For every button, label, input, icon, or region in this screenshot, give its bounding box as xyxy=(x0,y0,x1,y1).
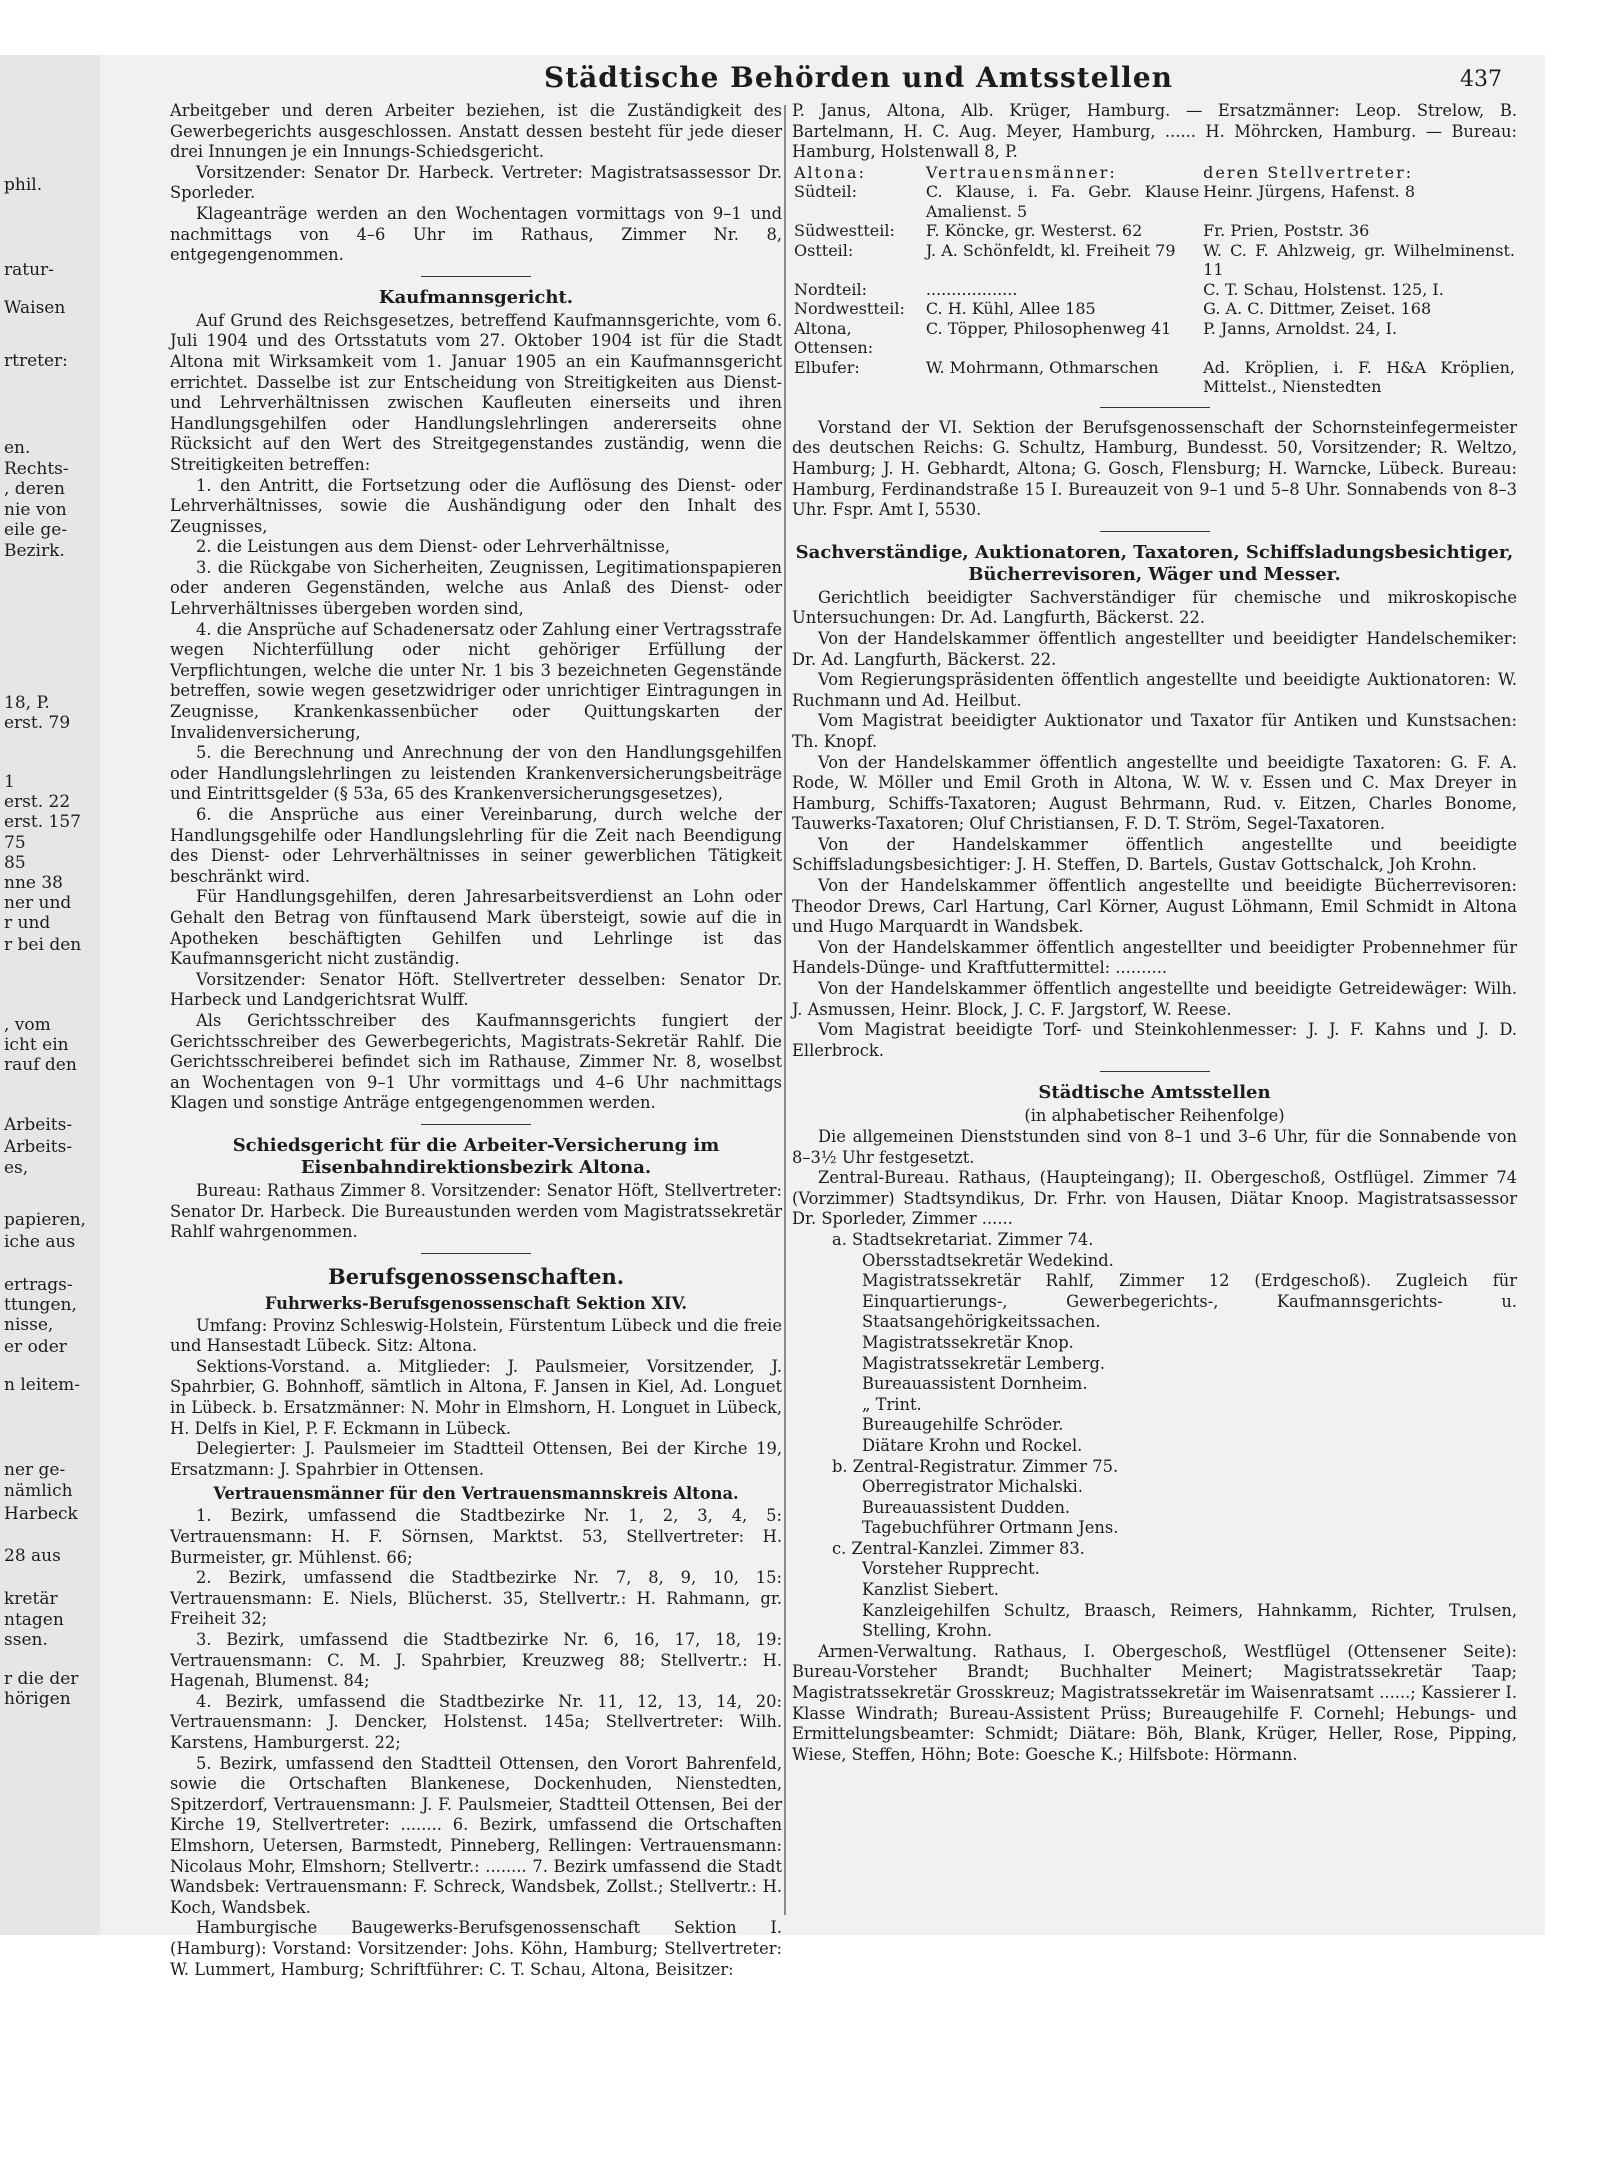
bleed-fragment: ner ge- xyxy=(4,1460,66,1480)
amtsstellen-subtitle: (in alphabetischer Reihenfolge) xyxy=(1024,1106,1285,1126)
list-item: „ Trint. xyxy=(862,1394,922,1414)
representatives-table xyxy=(792,163,1517,397)
bleed-fragment: Arbeits- xyxy=(4,1137,73,1157)
bleed-fragment: 85 xyxy=(4,853,26,873)
list-item: 3. Bezirk, umfassend die Stadtbezirke Nr. 6, 16, 17, 18, 19: Vertrauensmann: C. M. J. Spahrbier, Kreuzweg 88; Stellvertr.: H. Hagenah, Blumenst. 84; xyxy=(170,1630,782,1691)
amtsstellen-hours: Die allgemeinen Dienststunden sind von 8–1 und 3–6 Uhr, für die Sonnabende von 8–3½ Uhr festgesetzt. xyxy=(792,1127,1517,1167)
table-cell: Altona, Ottensen: xyxy=(794,318,874,358)
sachverstaendige-paragraph: Vom Magistrat beeidigte Torf- und Steinkohlenmesser: J. J. F. Kahns und J. D. Ellerbrock. xyxy=(792,1020,1517,1060)
list-item: 5. die Berechnung und Anrechnung der von den Handlungsgehilfen oder Handlungslehrlingen zu leistenden Krankenversicherungsbeiträge und Eintrittsgelder (§ 53a, 65 des Krankenversicherungsgesetzes), xyxy=(170,743,782,804)
section-rule xyxy=(1100,531,1210,532)
stadtsekretariat-list xyxy=(792,1251,1517,1457)
bleed-fragment: erst. 79 xyxy=(4,713,71,733)
vertrauensmaenner-list xyxy=(170,1506,782,1918)
bleed-fragment: Bezirk. xyxy=(4,541,65,561)
table-cell: Heinr. Jürgens, Hafenst. 8 xyxy=(1203,182,1416,202)
bleed-fragment: n leitem- xyxy=(4,1375,81,1395)
bleed-fragment: ner und xyxy=(4,893,72,913)
kanzlei-list xyxy=(792,1559,1517,1641)
table-cell: J. A. Schönfeldt, kl. Freiheit 79 xyxy=(925,240,1176,260)
table-cell: .................. xyxy=(925,279,1018,299)
bleed-fragment: es, xyxy=(4,1158,29,1178)
bleed-fragment: ratur- xyxy=(4,260,54,280)
bleed-fragment: r und xyxy=(4,913,51,933)
table-header-cell: Altona: xyxy=(794,162,866,182)
list-item: Tagebuchführer Ortmann Jens. xyxy=(862,1518,1119,1538)
section-rule xyxy=(1100,1071,1210,1072)
bleed-fragment: r bei den xyxy=(4,935,82,955)
table-cell: G. A. C. Dittmer, Zeiset. 168 xyxy=(1203,299,1432,319)
table-cell: Südteil: xyxy=(794,182,858,202)
table-header-cell: deren Stellvertreter: xyxy=(1203,162,1414,182)
bleed-fragment: Arbeits- xyxy=(4,1115,73,1135)
armenverwaltung-paragraph: Armen-Verwaltung. Rathaus, I. Obergeschoß, Westflügel (Ottensener Seite): Bureau-Vorsteher Brandt; Buchhalter Meinert; Magistratssekretär Taap; Magistratssekretär Grosskreuz; Magistratssekretär im Waisenratsamt ......; Kassierer I. Klasse Windrath; Bureau-Assistent Prüss; Bureaugehilfe F. Cornehl; Hebungs- und Ermittelungsbeamter: Schmidt; Diätare: Böh, Blank, Krüger, Heller, Rose, Pipping, Wiese, Steffen, Höhn; Bote: Goesche K.; Hilfsbote: Hörmann. xyxy=(792,1641,1517,1764)
table-cell: C. Klause, i. Fa. Gebr. Klause Amalienst. 5 xyxy=(925,182,1200,221)
list-item: Vorsteher Rupprecht. xyxy=(862,1559,1040,1579)
list-item: Magistratssekretär Rahlf, Zimmer 12 (Erdgeschoß). Zugleich für Einquartierungs-, Gewerbegerichts-, Kaufmannsgerichts- u. Staatsangehörigkeitssachen. xyxy=(862,1271,1517,1332)
table-cell: C. Töpper, Philosophenweg 41 xyxy=(925,318,1172,338)
fuhrwerks-paragraph: Delegierter: J. Paulsmeier im Stadtteil Ottensen, Bei der Kirche 19, Ersatzmann: J. Spahrbier in Ottensen. xyxy=(170,1439,782,1479)
table-header-cell: Vertrauensmänner: xyxy=(925,162,1117,182)
schornsteinfeger-paragraph: Vorstand der VI. Sektion der Berufsgenossenschaft der Schornsteinfegermeister des deutschen Reichs: G. Schultz, Hamburg, Bundesst. 50, Vorsitzender; R. Weltzo, Hamburg; J. H. Gebhardt, Altona; G. Gosch, Flensburg; H. Warncke, Lübeck. Bureau: Hamburg, Ferdinandstraße 15 I. Bureauzeit von 9–1 und 5–8 Uhr. Sonnabends von 8–3 Uhr. Fspr. Amt I, 5530. xyxy=(792,417,1517,520)
kaufmannsgericht-heading: Kaufmannsgericht. xyxy=(378,286,574,308)
table-row xyxy=(792,358,1517,397)
list-item: Bureauassistent Dornheim. xyxy=(862,1374,1088,1394)
table-row xyxy=(792,221,1517,241)
table-cell: Elbufer: xyxy=(794,357,860,377)
bleed-fragment: er oder xyxy=(4,1337,67,1357)
bleed-fragment: ssen. xyxy=(4,1630,48,1650)
baugewerks-paragraph: Hamburgische Baugewerks-Berufsgenossenschaft Sektion I. (Hamburg): Vorstand: Vorsitzender: Johs. Köhn, Hamburg; Stellvertreter: W. Lummert, Hamburg; Schriftführer: C. T. Schau, Altona, Beisitzer: xyxy=(170,1918,782,1979)
table-cell: C. H. Kühl, Allee 185 xyxy=(925,299,1096,319)
bleed-fragment: en. xyxy=(4,438,31,458)
bleed-fragment: phil. xyxy=(4,175,43,195)
list-item: Diätare Krohn und Rockel. xyxy=(862,1435,1083,1455)
table-cell: Ad. Kröplien, i. F. H&A Kröplien, Mittelst., Nienstedten xyxy=(1203,357,1515,397)
bleed-fragment: kretär xyxy=(4,1589,58,1609)
bleed-fragment: eile ge- xyxy=(4,520,68,540)
table-row xyxy=(792,299,1517,319)
table-cell: P. Janns, Arnoldst. 24, I. xyxy=(1203,318,1398,338)
page-number: 437 xyxy=(1460,67,1502,92)
list-item: 3. die Rückgabe von Sicherheiten, Zeugnissen, Legitimationspapieren oder anderen Gegenständen, welche aus Anlaß des Dienst- oder Lehrverhältnisses übergeben worden sind, xyxy=(170,557,782,619)
sachverstaendige-paragraph: Von der Handelskammer öffentlich angestellter und beeidigter Handelschemiker: Dr. Ad. Langfurth, Bäckerst. 22. xyxy=(792,628,1517,669)
adjacent-page-edge xyxy=(0,55,102,1935)
bleed-fragment: papieren, xyxy=(4,1210,86,1230)
page-title: Städtische Behörden und Amtsstellen xyxy=(544,61,1173,94)
table-cell: Nordteil: xyxy=(794,279,868,299)
bleed-fragment: icht ein xyxy=(4,1035,69,1055)
table-row xyxy=(792,241,1517,280)
kaufmannsgericht-paragraph: Auf Grund des Reichsgesetzes, betreffend Kaufmannsgerichte, vom 6. Juli 1904 und des Ortsstatuts vom 27. Oktober 1904 ist für die Stadt Altona mit Wirksamkeit vom 1. Januar 1905 an ein Kaufmannsgericht errichtet. Dasselbe ist zur Entscheidung von Streitigkeiten aus Dienst- und Lehrverhältnissen zwischen Kaufleuten einerseits und ihren Handlungsgehilfen oder Handlungslehrlingen andererseits ohne Rücksicht auf den Wert des Streitgegenstandes zuständig, wenn die Streitigkeiten betreffen: xyxy=(170,310,782,474)
page-header xyxy=(104,61,1544,97)
amtsstellen-heading: Städtische Amtsstellen xyxy=(1038,1082,1271,1104)
sachverstaendige-paragraph: Vom Magistrat beeidigter Auktionator und Taxator für Antiken und Kunstsachen: Th. Knopf. xyxy=(792,711,1517,751)
list-item: Kanzlist Siebert. xyxy=(862,1580,999,1600)
table-row xyxy=(792,182,1517,221)
bleed-fragment: 75 xyxy=(4,833,26,853)
stadtsekretariat-heading: a. Stadtsekretariat. Zimmer 74. xyxy=(832,1229,1094,1249)
sachverstaendige-paragraph: Gerichtlich beeidigter Sachverständiger für chemische und mikroskopische Untersuchungen: Dr. Ad. Langfurth, Bäckerst. 22. xyxy=(792,587,1517,628)
bleed-fragment: 1 xyxy=(4,772,15,792)
bleed-fragment: r die der xyxy=(4,1669,79,1689)
section-rule xyxy=(421,1253,531,1254)
sachverstaendige-paragraph: Von der Handelskammer öffentlich angestellte und beeidigte Bücherrevisoren: Theodor Drews, Carl Hartung, Carl Körner, August Löhmann, Emil Schmidt in Altona und Hugo Marquardt in Wandsbek. xyxy=(792,876,1517,937)
list-item: 2. Bezirk, umfassend die Stadtbezirke Nr. 7, 8, 9, 10, 15: Vertrauensmann: E. Niels, Blücherst. 35, Stellvertr.: H. Rahmann, gr. Freiheit 32; xyxy=(170,1568,782,1629)
section-rule xyxy=(421,276,531,277)
sachverstaendige-paragraph: Von der Handelskammer öffentlich angestellte und beeidigte Getreidewäger: Wilh. J. Asmussen, Heinr. Block, J. C. F. Jargstorf, W. Reese. xyxy=(792,979,1517,1019)
section-rule xyxy=(1100,407,1210,408)
fuhrwerks-paragraph: Umfang: Provinz Schleswig-Holstein, Fürstentum Lübeck und die freie und Hansestadt Lübeck. Sitz: Altona. xyxy=(170,1315,782,1356)
table-cell: Fr. Prien, Poststr. 36 xyxy=(1203,221,1370,241)
bleed-fragment: ntagen xyxy=(4,1610,64,1630)
table-cell: Nordwestteil: xyxy=(794,299,905,319)
berufsgenossenschaften-heading: Berufsgenossenschaften. xyxy=(327,1263,625,1289)
table-cell: F. Köncke, gr. Westerst. 62 xyxy=(925,221,1143,241)
column-divider xyxy=(784,105,786,1915)
right-column xyxy=(792,101,1517,1765)
document-page xyxy=(104,55,1544,1979)
bleed-fragment: nisse, xyxy=(4,1315,54,1335)
sachverstaendige-paragraph: Von der Handelskammer öffentlich angestellte und beeidigte Taxatoren: G. F. A. Rode, W. Möller und Emil Groth in Altona, W. W. v. Essen und C. Max Dreyer in Hamburg, Schiffs-Taxatoren; August Behrmann, Rud. v. Eitzen, Charles Bonome, Tauwerks-Taxatoren; Oluf Christiansen, F. D. T. Ström, Segel-Taxatoren. xyxy=(792,752,1517,834)
bleed-fragment: nämlich xyxy=(4,1481,73,1501)
sachverstaendige-paragraph: Von der Handelskammer öffentlich angestellter und beeidigter Probennehmer für Handels-Dünge- und Kraftfuttermittel: .......... xyxy=(792,937,1517,978)
kanzlei-heading: c. Zentral-Kanzlei. Zimmer 83. xyxy=(832,1538,1085,1558)
bleed-fragment: rauf den xyxy=(4,1055,77,1075)
kaufmannsgericht-paragraph: Als Gerichtsschreiber des Kaufmannsgerichts fungiert der Gerichtsschreiber des Gewerbegerichts, Magistrats-Sekretär Rahlf. Die Gerichtsschreiberei befindet sich im Rathause, Zimmer Nr. 8, woselbst an Wochentagen von 9–1 Uhr vormittags und 4–6 Uhr nachmittags Klagen und sonstige Anträge entgegengenommen werden. xyxy=(170,1010,782,1113)
list-item: 4. Bezirk, umfassend die Stadtbezirke Nr. 11, 12, 13, 14, 20: Vertrauensmann: J. Dencker, Holstenst. 145a; Stellvertreter: Wilh. Karstens, Hamburgerst. 22; xyxy=(170,1691,782,1752)
schiedsgericht-heading: Schiedsgericht für die Arbeiter-Versicherung im Eisenbahndirektionsbezirk Altona. xyxy=(232,1134,720,1178)
list-item: 1. den Antritt, die Fortsetzung oder die Auflösung des Dienst- oder Lehrverhältnisses, sowie die Aushändigung oder den Inhalt des Zeugnisses, xyxy=(170,475,782,536)
table-cell: Südwestteil: xyxy=(794,221,895,241)
intro-paragraph: Arbeitgeber und deren Arbeiter beziehen, ist die Zuständigkeit des Gewerbegerichts ausgeschlossen. Anstatt dessen besteht für jede dieser drei Innungen je ein Innungs-Schiedsgericht. xyxy=(170,101,782,162)
table-cell: W. Mohrmann, Othmarschen xyxy=(925,357,1159,377)
continued-paragraph: P. Janus, Altona, Alb. Krüger, Hamburg. — Ersatzmänner: Leop. Strelow, B. Bartelmann, H. C. Aug. Meyer, Hamburg, ...... H. Möhrcken, Hamburg. — Bureau: Hamburg, Holstenwall 8, P. xyxy=(792,101,1517,162)
kaufmannsgericht-paragraph: Für Handlungsgehilfen, deren Jahresarbeitsverdienst an Lohn oder Gehalt den Betrag von fünftausend Mark übersteigt, sowie auf die in Apotheken beschäftigten Gehilfen und Lehrlinge ist das Kaufmannsgericht nicht zuständig. xyxy=(170,887,782,969)
list-item: Obersstadtsekretär Wedekind. xyxy=(862,1250,1114,1270)
schiedsgericht-paragraph: Bureau: Rathaus Zimmer 8. Vorsitzender: Senator Höft, Stellvertreter: Senator Dr. Harbeck. Die Bureaustunden werden vom Magistratssekretär Rahlf wahrgenommen. xyxy=(170,1180,782,1242)
bleed-fragment: erst. 157 xyxy=(4,812,81,832)
table-cell: W. C. F. Ahlzweig, gr. Wilhelminenst. 11 xyxy=(1203,240,1515,280)
sachverstaendige-paragraph: Vom Regierungspräsidenten öffentlich angestellte und beeidigte Auktionatoren: W. Ruchmann und Ad. Heilbut. xyxy=(792,670,1517,710)
list-item: Bureaugehilfe Schröder. xyxy=(862,1415,1064,1435)
left-column xyxy=(170,101,782,1980)
kaufmannsgericht-list xyxy=(170,476,782,888)
registratur-heading: b. Zentral-Registratur. Zimmer 75. xyxy=(832,1456,1119,1476)
bleed-fragment: Harbeck xyxy=(4,1504,78,1524)
bleed-fragment: , deren xyxy=(4,479,65,499)
bleed-fragment: , vom xyxy=(4,1015,51,1035)
bleed-fragment: ttungen, xyxy=(4,1295,77,1315)
bleed-fragment: rtreter: xyxy=(4,351,68,371)
bleed-fragment: nie von xyxy=(4,500,67,520)
section-rule xyxy=(421,1124,531,1125)
sachverstaendige-heading: Sachverständige, Auktionatoren, Taxatoren, Schiffsladungsbesichtiger, Bücherrevisoren, Wäger und Messer. xyxy=(795,541,1514,585)
registratur-list xyxy=(792,1477,1517,1539)
bleed-fragment: Rechts- xyxy=(4,459,69,479)
fuhrwerks-subheading: Fuhrwerks-Berufsgenossenschaft Sektion XIV. xyxy=(264,1293,688,1313)
list-item: Magistratssekretär Knop. xyxy=(862,1332,1074,1352)
table-row xyxy=(792,319,1517,358)
table-row xyxy=(792,280,1517,300)
list-item: 1. Bezirk, umfassend die Stadtbezirke Nr. 1, 2, 3, 4, 5: Vertrauensmann: H. F. Sörnsen, Marktst. 53, Stellvertreter: H. Burmeister, gr. Mühlenst. 66; xyxy=(170,1506,782,1567)
intro-chair: Vorsitzender: Senator Dr. Harbeck. Vertreter: Magistratsassessor Dr. Sporleder. xyxy=(170,162,782,203)
bleed-fragment: iche aus xyxy=(4,1232,76,1252)
list-item: Bureauassistent Dudden. xyxy=(862,1497,1071,1517)
bleed-fragment: nne 38 xyxy=(4,873,63,893)
sachverstaendige-paragraph: Von der Handelskammer öffentlich angestellte und beeidigte Schiffsladungsbesichtiger: J. H. Steffen, D. Bartels, Gustav Gottschalck, Joh Krohn. xyxy=(792,834,1517,875)
bleed-fragment: Waisen xyxy=(4,298,66,318)
bleed-fragment: 28 aus xyxy=(4,1546,61,1566)
table-cell: Ostteil: xyxy=(794,240,854,260)
bleed-fragment: hörigen xyxy=(4,1689,71,1709)
list-item: Kanzleigehilfen Schultz, Braasch, Reimers, Hahnkamm, Richter, Trulsen, Stelling, Krohn. xyxy=(862,1600,1517,1641)
intro-hours: Klageanträge werden an den Wochentagen vormittags von 9–1 und nachmittags von 4–6 Uhr im Rathaus, Zimmer Nr. 8, entgegengenommen. xyxy=(170,203,782,265)
table-cell: C. T. Schau, Holstenst. 125, I. xyxy=(1203,279,1444,299)
list-item: 4. die Ansprüche auf Schadenersatz oder Zahlung einer Vertragsstrafe wegen Nichterfüllung oder nicht gehöriger Erfüllung der Verpflichtungen, welche die unter Nr. 1 bis 3 bezeichneten Gegenstände betreffen, sowie wegen gesetzwidriger oder unrichtiger Eintragungen in Zeugnisse, Krankenkassenbücher oder Quittungskarten der Invalidenversicherung, xyxy=(170,619,782,742)
kaufmannsgericht-paragraph: Vorsitzender: Senator Höft. Stellvertreter desselben: Senator Dr. Harbeck und Landgerichtsrat Wulff. xyxy=(170,969,782,1010)
fuhrwerks-paragraph: Sektions-Vorstand. a. Mitglieder: J. Paulsmeier, Vorsitzender, J. Spahrbier, G. Bohnhoff, sämtlich in Altona, F. Jansen in Kiel, Ad. Longuet in Lübeck. b. Ersatzmänner: N. Mohr in Elmshorn, H. Longuet in Lübeck, H. Delfs in Kiel, P. F. Eckmann in Lübeck. xyxy=(170,1356,782,1438)
bleed-fragment: erst. 22 xyxy=(4,792,71,812)
bleed-fragment: 18, P. xyxy=(4,693,50,713)
zentral-bureau-paragraph: Zentral-Bureau. Rathaus, (Haupteingang); II. Obergeschoß, Ostflügel. Zimmer 74 (Vorzimmer) Stadtsyndikus, Dr. Frhr. von Hausen, Diätar Knoop. Magistratsassessor Dr. Sporleder, Zimmer ...... xyxy=(792,1168,1517,1229)
list-item: 5. Bezirk, umfassend den Stadtteil Ottensen, den Vorort Bahrenfeld, sowie die Ortschaften Blankenese, Dockenhuden, Nienstedten, Spitzerdorf, Vertrauensmann: J. F. Paulsmeier, Stadtteil Ottensen, Bei der Kirche 19, Stellvertreter: ........ 6. Bezirk, umfassend die Ortschaften Elmshorn, Uetersen, Barmstedt, Pinneberg, Rellingen: Vertrauensmann: Nicolaus Mohr, Elmshorn; Stellvertr.: ........ 7. Bezirk umfassend die Stadt Wandsbek: Vertrauensmann: F. Schreck, Wandsbek, Zollst.; Stellvertr.: H. Koch, Wandsbek. xyxy=(170,1753,782,1917)
list-item: Magistratssekretär Lemberg. xyxy=(862,1353,1106,1373)
sachverstaendige-list xyxy=(792,588,1517,1062)
list-item: Oberregistrator Michalski. xyxy=(862,1477,1083,1497)
list-item: 2. die Leistungen aus dem Dienst- oder Lehrverhältnisse, xyxy=(196,537,671,557)
bleed-fragment: ertrags- xyxy=(4,1275,73,1295)
vertrauensmaenner-subheading: Vertrauensmänner für den Vertrauensmannskreis Altona. xyxy=(213,1484,739,1504)
list-item: 6. die Ansprüche aus einer Vereinbarung, durch welche der Handlungsgehilfe oder Handlungslehrling für die Zeit nach Beendigung des Dienst- oder Lehrverhältnisses in seiner gewerblichen Tätigkeit beschränkt wird. xyxy=(170,805,782,886)
